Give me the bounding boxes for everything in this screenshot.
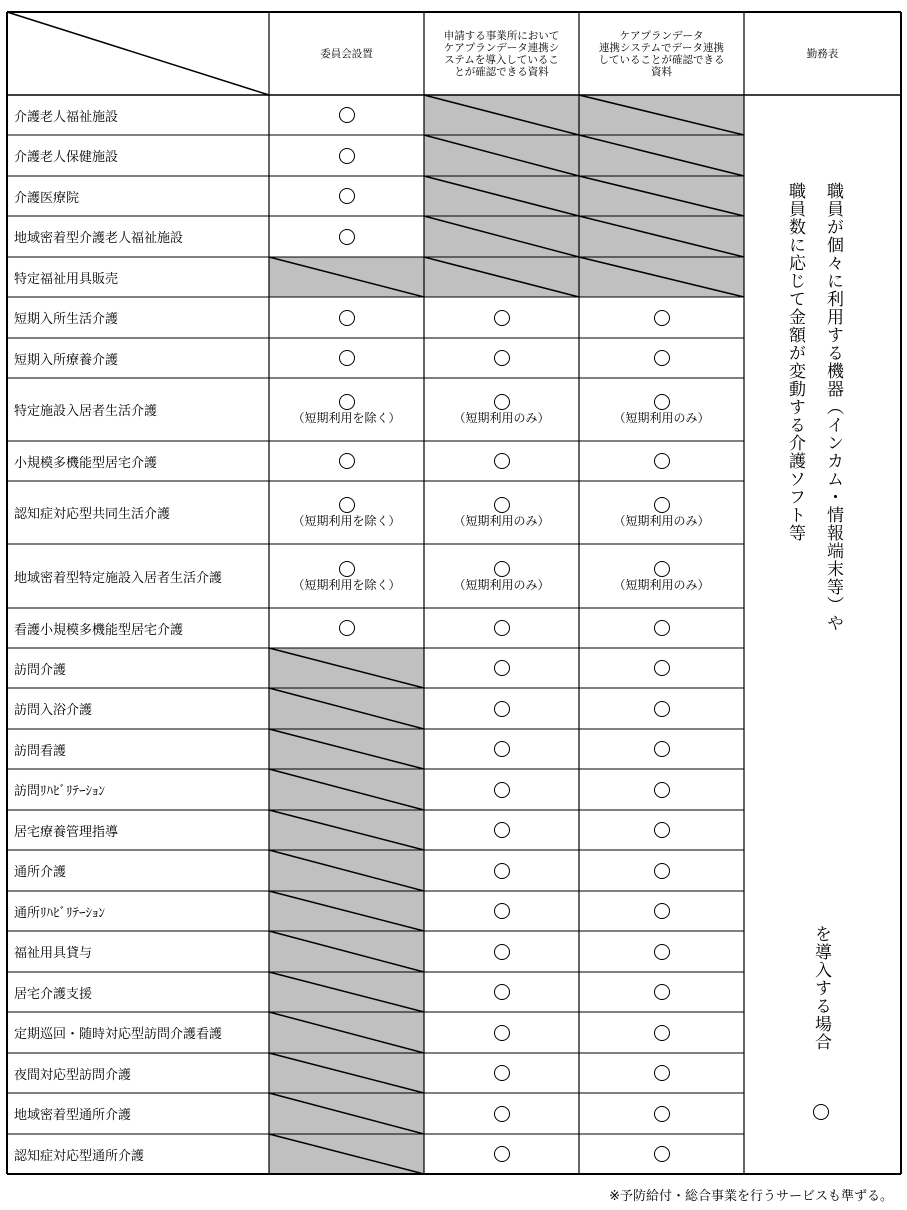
not-applicable-cell	[579, 135, 744, 176]
row-label: 介護老人保健施設	[14, 150, 119, 165]
not-applicable-cell	[424, 216, 579, 257]
row-label: 小規模多機能型居宅介護	[14, 455, 158, 471]
row-label: 認知症対応型通所介護	[14, 1148, 145, 1164]
circle-mark-icon	[494, 660, 510, 676]
row-label: 訪問入浴介護	[14, 703, 93, 718]
not-applicable-cell	[579, 216, 744, 257]
not-applicable-cell	[269, 257, 424, 297]
applicable-cell	[579, 1012, 744, 1053]
applicable-cell	[424, 648, 579, 688]
cell-note: （短期利用のみ）	[613, 577, 710, 592]
applicable-cell	[579, 972, 744, 1012]
circle-mark-icon	[494, 701, 510, 717]
circle-mark-icon	[339, 148, 355, 164]
circle-mark-icon	[494, 561, 510, 577]
not-applicable-cell	[269, 1053, 424, 1093]
row-label: 短期入所療養介護	[14, 352, 119, 368]
circle-mark-icon	[654, 1106, 670, 1122]
applicable-cell	[579, 1093, 744, 1134]
row-label: 通所介護	[14, 865, 67, 880]
circle-mark-icon	[339, 497, 355, 513]
circle-mark-icon	[654, 701, 670, 717]
applicable-cell	[269, 338, 424, 378]
applicable-cell	[579, 297, 744, 338]
not-applicable-cell	[269, 1134, 424, 1174]
circle-mark-icon	[494, 1025, 510, 1041]
not-applicable-cell	[269, 810, 424, 850]
circle-mark-icon	[654, 1146, 670, 1162]
kinmuhyo-text-line-2: 職員数に応じて金額が変動する介護ソフト等	[785, 182, 805, 542]
applicable-cell	[579, 729, 744, 769]
circle-mark-icon	[494, 453, 510, 469]
applicable-cell	[424, 769, 579, 810]
circle-mark-icon	[339, 350, 355, 366]
row-label: 居宅介護支援	[14, 986, 93, 1002]
cell-note: （短期利用を除く）	[292, 411, 401, 425]
applicable-cell	[269, 95, 424, 135]
applicable-cell	[269, 481, 424, 544]
circle-mark-icon	[654, 822, 670, 838]
cell-note: （短期利用を除く）	[292, 514, 401, 528]
row-label: 定期巡回・随時対応型訪問介護看護	[14, 1027, 223, 1042]
not-applicable-cell	[424, 257, 579, 297]
row-label: 介護老人福祉施設	[14, 109, 119, 125]
circle-mark-icon	[494, 394, 510, 410]
cell-note: （短期利用のみ）	[453, 514, 550, 528]
circle-mark-icon	[339, 453, 355, 469]
circle-mark-icon	[494, 310, 510, 326]
applicable-cell	[269, 544, 424, 608]
applicable-cell	[579, 931, 744, 972]
applicable-cell	[424, 810, 579, 850]
applicable-cell	[579, 648, 744, 688]
kinmuhyo-text-line-1: 職員が個々に利用する機器（インカム・情報端末等）や	[823, 182, 843, 632]
circle-mark-icon	[339, 561, 355, 577]
applicable-cell	[579, 1053, 744, 1093]
kinmuhyo-circle-mark	[806, 1100, 836, 1124]
circle-mark-icon	[339, 310, 355, 326]
circle-mark-icon	[494, 741, 510, 757]
circle-mark-icon	[339, 107, 355, 123]
circle-mark-icon	[654, 984, 670, 1000]
circle-mark-icon	[494, 782, 510, 798]
circle-mark-icon	[339, 229, 355, 245]
circle-mark-icon	[339, 620, 355, 636]
row-label: 地域密着型特定施設入居者生活介護	[14, 570, 223, 586]
applicable-cell	[424, 729, 579, 769]
applicable-cell	[424, 1134, 579, 1174]
circle-mark-icon	[654, 741, 670, 757]
cell-note: （短期利用を除く）	[292, 577, 401, 592]
column-header-4: 勤務表	[806, 47, 839, 60]
circle-mark-icon	[654, 310, 670, 326]
circle-mark-icon	[494, 1065, 510, 1081]
not-applicable-cell	[269, 729, 424, 769]
applicable-cell	[579, 891, 744, 931]
circle-mark-icon	[654, 903, 670, 919]
applicable-cell	[424, 544, 579, 608]
applicable-cell	[579, 688, 744, 729]
applicable-cell	[424, 378, 579, 441]
row-label: 短期入所生活介護	[14, 312, 119, 327]
row-label: 認知症対応型共同生活介護	[14, 507, 171, 522]
circle-mark-icon	[654, 863, 670, 879]
not-applicable-cell	[269, 972, 424, 1012]
row-label: 地域密着型介護老人福祉施設	[14, 231, 184, 246]
not-applicable-cell	[269, 648, 424, 688]
applicable-cell	[269, 378, 424, 441]
circle-mark-icon	[654, 497, 670, 513]
circle-mark-icon	[339, 394, 355, 410]
circle-mark-icon	[339, 188, 355, 204]
applicable-cell	[424, 441, 579, 481]
not-applicable-cell	[269, 891, 424, 931]
circle-mark-icon	[654, 1065, 670, 1081]
circle-mark-icon	[494, 863, 510, 879]
applicable-cell	[424, 1053, 579, 1093]
circle-mark-icon	[494, 984, 510, 1000]
circle-mark-icon	[654, 660, 670, 676]
row-label: 訪問介護	[14, 662, 67, 678]
applicable-cell	[424, 481, 579, 544]
applicable-cell	[269, 135, 424, 176]
not-applicable-cell	[269, 769, 424, 810]
column-header-1: 委員会設置	[320, 47, 373, 60]
applicable-cell	[424, 931, 579, 972]
column-header-3: ケアプランデータ 連携システムでデータ連携 していることが確認できる 資料	[598, 29, 725, 78]
cell-note: （短期利用のみ）	[613, 514, 710, 528]
not-applicable-cell	[424, 95, 579, 135]
applicable-cell	[269, 297, 424, 338]
applicable-cell	[579, 441, 744, 481]
applicable-cell	[579, 810, 744, 850]
not-applicable-cell	[269, 688, 424, 729]
applicable-cell	[424, 1012, 579, 1053]
row-label: 訪問ﾘﾊﾋﾞﾘﾃｰｼｮﾝ	[14, 784, 106, 799]
circle-mark-icon	[494, 1146, 510, 1162]
applicable-cell	[579, 378, 744, 441]
applicable-cell	[269, 176, 424, 216]
circle-mark-icon	[494, 822, 510, 838]
row-label: 特定福祉用具販売	[14, 271, 119, 287]
applicable-cell	[269, 608, 424, 648]
applicable-cell	[269, 441, 424, 481]
column-header-2: 申請する事業所において ケアプランデータ連携シ ステムを導入しているこ とが確認できる資料	[443, 29, 560, 78]
applicable-cell	[579, 544, 744, 608]
applicable-cell	[424, 608, 579, 648]
row-label: 看護小規模多機能型居宅介護	[14, 622, 184, 638]
circle-mark-icon	[494, 1106, 510, 1122]
circle-mark-icon	[494, 620, 510, 636]
circle-mark-icon	[813, 1104, 829, 1120]
applicable-cell	[424, 338, 579, 378]
not-applicable-cell	[269, 931, 424, 972]
applicable-cell	[579, 769, 744, 810]
applicable-cell	[579, 338, 744, 378]
footnote: ※予防給付・総合事業を行うサービスも準ずる。	[609, 1189, 893, 1204]
row-label: 地域密着型通所介護	[14, 1108, 132, 1123]
not-applicable-cell	[424, 135, 579, 176]
circle-mark-icon	[654, 453, 670, 469]
circle-mark-icon	[494, 944, 510, 960]
row-label: 夜間対応型訪問介護	[14, 1067, 132, 1083]
not-applicable-cell	[579, 95, 744, 135]
applicable-cell	[424, 1093, 579, 1134]
applicable-cell	[269, 216, 424, 257]
not-applicable-cell	[424, 176, 579, 216]
applicable-cell	[579, 481, 744, 544]
applicable-cell	[424, 972, 579, 1012]
circle-mark-icon	[654, 944, 670, 960]
row-label: 福祉用具貸与	[14, 946, 93, 961]
row-label: 介護医療院	[14, 190, 80, 206]
row-label: 特定施設入居者生活介護	[14, 404, 158, 419]
cell-note: （短期利用のみ）	[453, 577, 550, 592]
not-applicable-cell	[579, 176, 744, 216]
circle-mark-icon	[654, 561, 670, 577]
applicable-cell	[579, 850, 744, 891]
circle-mark-icon	[494, 350, 510, 366]
kinmuhyo-text-line-3: を導入する場合	[811, 925, 831, 1051]
not-applicable-cell	[269, 1012, 424, 1053]
applicable-cell	[424, 688, 579, 729]
not-applicable-cell	[269, 1093, 424, 1134]
cell-note: （短期利用のみ）	[613, 411, 710, 425]
circle-mark-icon	[654, 394, 670, 410]
applicable-cell	[579, 1134, 744, 1174]
applicable-cell	[424, 850, 579, 891]
row-label: 訪問看護	[14, 743, 67, 759]
circle-mark-icon	[654, 350, 670, 366]
cell-note: （短期利用のみ）	[453, 411, 550, 425]
applicable-cell	[579, 608, 744, 648]
circle-mark-icon	[654, 620, 670, 636]
not-applicable-cell	[579, 257, 744, 297]
circle-mark-icon	[494, 903, 510, 919]
circle-mark-icon	[654, 1025, 670, 1041]
circle-mark-icon	[494, 497, 510, 513]
circle-mark-icon	[654, 782, 670, 798]
row-label: 居宅療養管理指導	[14, 824, 119, 840]
applicable-cell	[424, 891, 579, 931]
header-diagonal	[7, 12, 269, 95]
not-applicable-cell	[269, 850, 424, 891]
row-label: 通所ﾘﾊﾋﾞﾘﾃｰｼｮﾝ	[14, 905, 106, 921]
applicable-cell	[424, 297, 579, 338]
